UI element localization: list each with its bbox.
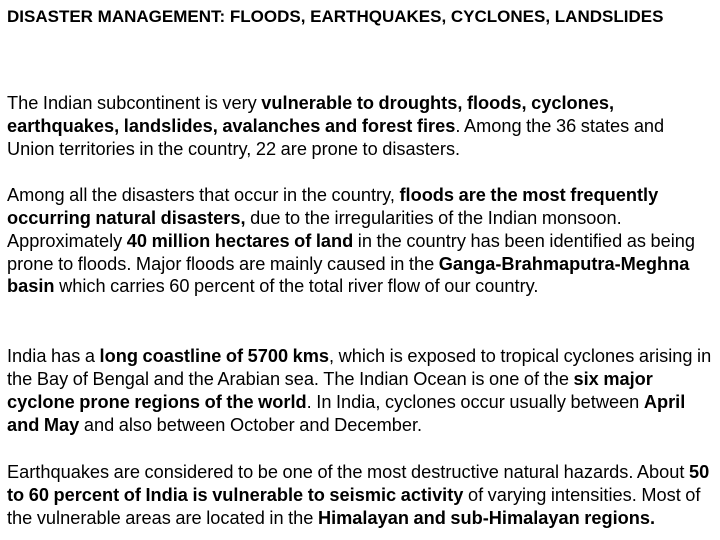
body-text: . In India, cyclones occur usually between — [306, 391, 644, 412]
body-text: of varying intensities. Most of the vulnerable areas are located in the — [7, 484, 701, 528]
emphasis-text: 50 to 60 percent of India is vulnerable to seismic activity — [7, 462, 710, 505]
body-text: and also between October and December. — [79, 414, 423, 435]
document-title: DISASTER MANAGEMENT: FLOODS, EARTHQUAKES, CYCLONES, LANDSLIDES — [7, 7, 664, 26]
emphasis-text: six major cyclone prone regions of the world — [7, 368, 653, 412]
emphasis-text: vulnerable to droughts, floods, cyclones, earthquakes, landslides, avalanches and forest fires — [7, 93, 615, 136]
body-text: which carries 60 percent of the total river flow of our country. — [54, 276, 539, 297]
emphasis-text: 40 million hectares of land — [126, 230, 354, 251]
body-text: . Among the 36 states and Union territories in the country, 22 are prone to disasters. — [7, 115, 665, 159]
emphasis-text: Ganga-Brahmaputra-Meghna basin — [7, 253, 690, 297]
emphasis-text: Himalayan and sub-Himalayan regions. — [317, 507, 656, 528]
body-text: Among all the disasters that occur in the country, — [7, 185, 400, 206]
emphasis-text: floods are the most frequently occurring natural disasters, — [7, 185, 659, 228]
paragraph-floods — [7, 184, 713, 298]
body-text: The Indian subcontinent is very — [7, 93, 262, 114]
emphasis-text: long coastline of 5700 kms — [99, 346, 330, 367]
body-text: India has a — [7, 346, 100, 367]
paragraph-vulnerability — [7, 92, 713, 160]
body-text: due to the irregularities of the Indian monsoon. Approximately — [7, 207, 622, 251]
body-text: in the country has been identified as being prone to floods. Major floods are mainly caused in the — [7, 230, 696, 274]
paragraph-earthquakes — [7, 461, 713, 529]
body-text: Earthquakes are considered to be one of the most destructive natural hazards. About — [7, 462, 690, 483]
paragraph-cyclones — [7, 345, 713, 436]
body-text: , which is exposed to tropical cyclones arising in the Bay of Bengal and the Arabian sea. The Indian Ocean is one of the — [7, 346, 712, 389]
emphasis-text: April and May — [7, 391, 686, 435]
